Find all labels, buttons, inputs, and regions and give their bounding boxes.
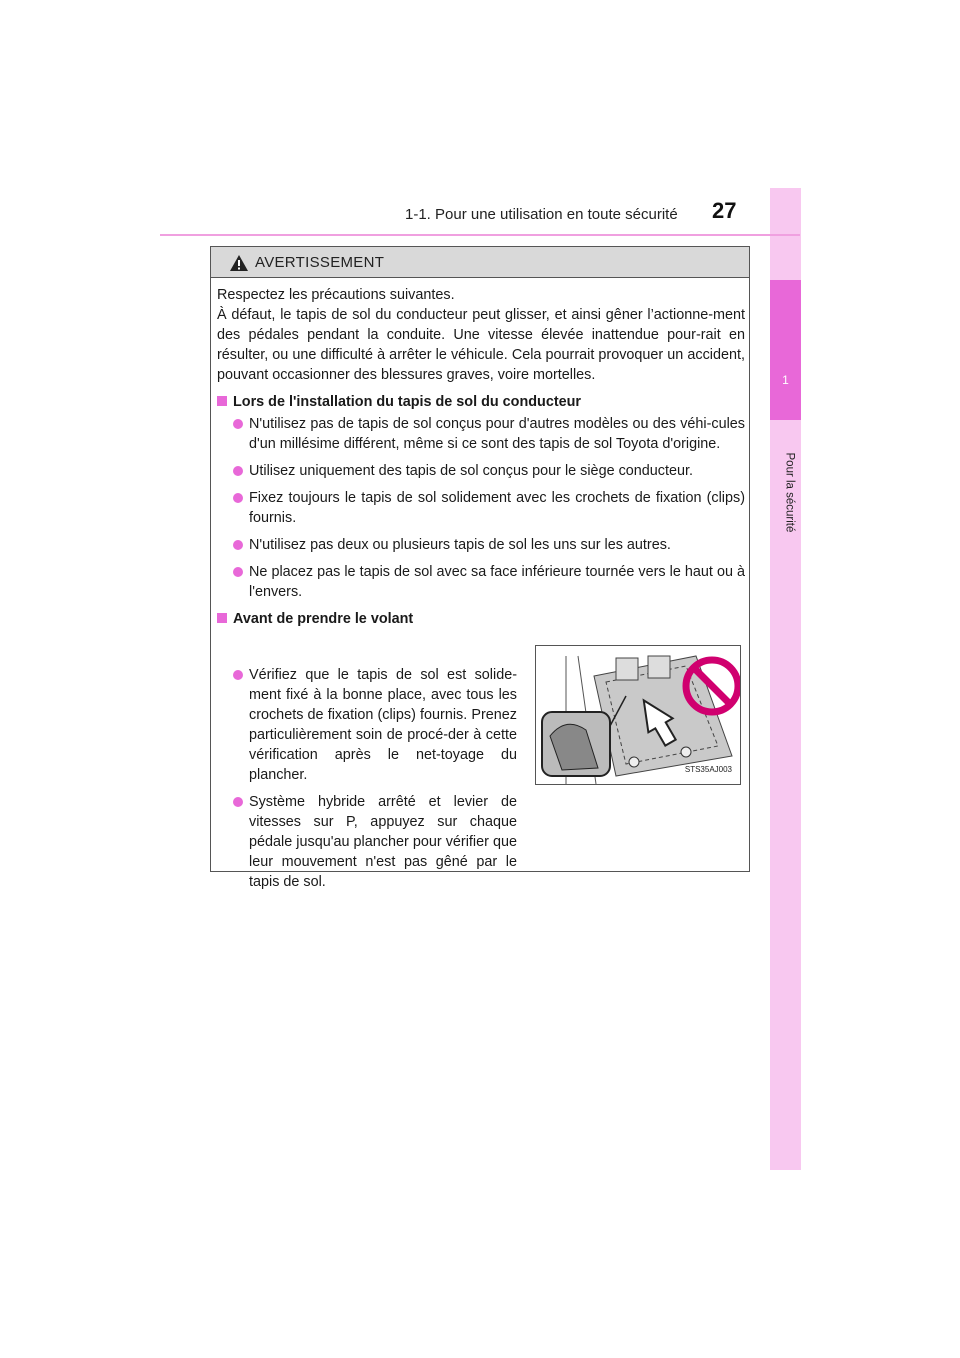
intro-paragraph: À défaut, le tapis de sol du conducteur peut glisser, et ainsi gêner l’actionne-ment des pédales pendant la conduite. Une vitesse élevée inattendue pour-rait en résulter, ou une difficulté à arrêter le véhicule. Cela pourrait provoquer un accident, pouvant occasionner des blessures graves, voire mortelles. bbox=[217, 307, 745, 383]
section-heading bbox=[217, 392, 745, 412]
list-item bbox=[217, 792, 517, 892]
page-number: 27 bbox=[712, 198, 737, 223]
list-item-text: Utilisez uniquement des tapis de sol conçus pour le siège conducteur. bbox=[249, 463, 693, 479]
list-item bbox=[217, 665, 517, 785]
section2-text-column bbox=[217, 663, 517, 892]
section-heading-text: Lors de l'installation du tapis de sol du conducteur bbox=[233, 394, 582, 410]
bullet-dot-icon bbox=[233, 493, 243, 503]
warning-box bbox=[210, 246, 750, 890]
warning-intro bbox=[217, 285, 745, 385]
bullet-dot-icon bbox=[233, 466, 243, 476]
list-item-text: N'utilisez pas de tapis de sol conçus pour d'autres modèles ou des véhi-cules d'un millésime différent, même si ce sont des tapis de sol Toyota d'origine. bbox=[249, 416, 745, 452]
list-item-text: Vérifiez que le tapis de sol est solide-ment fixé à la bonne place, avec tous les crochets de fixation (clips) fournis. Prenez particulièrement soin de procé-der à cette vérification après le net-toyage du plancher. bbox=[249, 667, 517, 783]
warning-body bbox=[217, 285, 745, 890]
list-item bbox=[217, 535, 745, 555]
bullet-dot-icon bbox=[233, 567, 243, 577]
list-item-text: N'utilisez pas deux ou plusieurs tapis de sol les uns sur les autres. bbox=[249, 537, 671, 553]
list-item-text: Système hybride arrêté et levier de vitesses sur P, appuyez sur chaque pédale jusqu'au plancher pour vérifier que leur mouvement n'est pas gêné par le tapis de sol. bbox=[249, 794, 517, 890]
intro-line: Respectez les précautions suivantes. bbox=[217, 287, 455, 303]
section-heading bbox=[217, 609, 745, 629]
list-item bbox=[217, 562, 745, 602]
bullet-dot-icon bbox=[233, 419, 243, 429]
square-bullet-icon bbox=[217, 396, 227, 406]
warning-triangle-icon bbox=[229, 254, 249, 272]
warning-header bbox=[211, 247, 749, 278]
bullet-dot-icon bbox=[233, 540, 243, 550]
section-heading-text: Avant de prendre le volant bbox=[233, 611, 414, 627]
warning-title: AVERTISSEMENT bbox=[255, 254, 385, 271]
chapter-number: 1 bbox=[782, 373, 789, 387]
list-item bbox=[217, 414, 745, 454]
list-item-text: Ne placez pas le tapis de sol avec sa face inférieure tournée vers le haut ou à l'envers. bbox=[249, 564, 745, 600]
figure-code: STS35AJ003 bbox=[684, 765, 732, 774]
bullet-dot-icon bbox=[233, 797, 243, 807]
bullet-dot-icon bbox=[233, 670, 243, 680]
floor-mat-illustration bbox=[535, 645, 741, 785]
square-bullet-icon bbox=[217, 613, 227, 623]
list-item-text: Fixez toujours le tapis de sol solidement avec les crochets de fixation (clips) fournis. bbox=[249, 490, 745, 526]
header-rule bbox=[160, 234, 800, 236]
list-item bbox=[217, 488, 745, 528]
page-header-title: 1-1. Pour une utilisation en toute sécurité bbox=[405, 206, 678, 223]
list-item bbox=[217, 461, 745, 481]
chapter-tab bbox=[770, 280, 801, 420]
chapter-label: Pour la sécurité bbox=[783, 452, 796, 533]
